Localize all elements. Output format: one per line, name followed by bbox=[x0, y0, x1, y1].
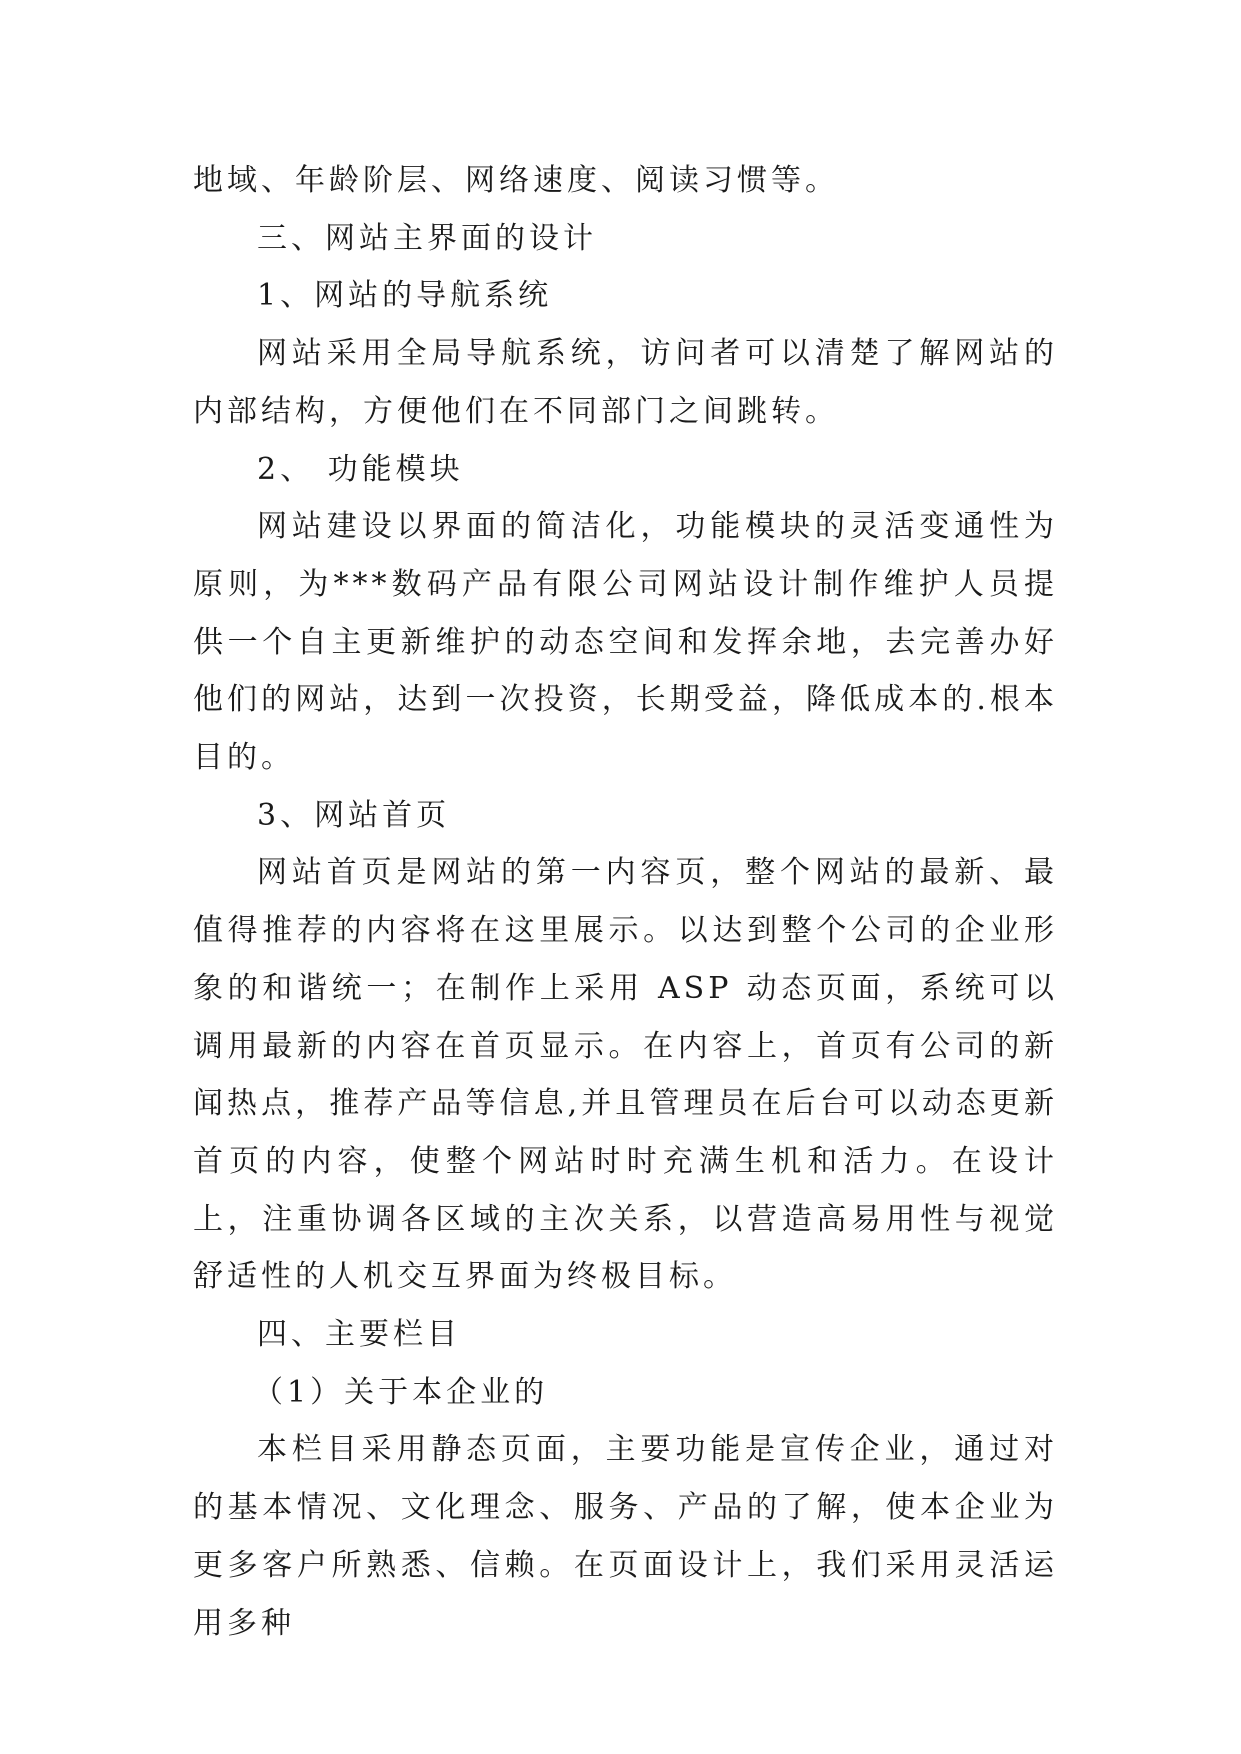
document-body bbox=[193, 152, 1058, 1652]
paragraph-continuation: 地域、年龄阶层、网络速度、阅读习惯等。 bbox=[193, 163, 839, 198]
subsection-heading-modules: 2、 功能模块 bbox=[257, 451, 464, 487]
paragraph-homepage: 网站首页是网站的第一内容页，整个网站的最新、最值得推荐的内容将在这里展示。以达到整个公司的企业形象的和谐统一；在制作上采用 ASP 动态页面，系统可以调用最新的内容在首页显示。在内容上，首页有公司的新闻热点，推荐产品等信息,并且管理员在后台可以动态更新首页的内容，使整个网站时时充满生机和活力。在设计上，注重协调各区域的主次关系，以营造高易用性与视觉舒适性的人机交互界面为终极目标。 bbox=[193, 855, 1058, 1295]
paragraph-modules: 网站建设以界面的简洁化，功能模块的灵活变通性为原则，为***数码产品有限公司网站设计制作维护人员提供一个自主更新维护的动态空间和发挥余地，去完善办好他们的网站，达到一次投资，长期受益，降低成本的.根本目的。 bbox=[193, 509, 1058, 776]
subsection-heading-about: （1）关于本企业的 bbox=[253, 1374, 549, 1410]
section-heading-main-interface: 三、网站主界面的设计 bbox=[257, 220, 597, 256]
subsection-heading-navigation: 1、网站的导航系统 bbox=[257, 278, 553, 314]
paragraph-navigation: 网站采用全局导航系统，访问者可以清楚了解网站的内部结构，方便他们在不同部门之间跳转。 bbox=[193, 336, 1058, 429]
section-heading-main-columns: 四、主要栏目 bbox=[257, 1317, 461, 1353]
paragraph-about: 本栏目采用静态页面，主要功能是宣传企业，通过对的基本情况、文化理念、服务、产品的了解，使本企业为更多客户所熟悉、信赖。在页面设计上，我们采用灵活运用多种 bbox=[193, 1432, 1058, 1641]
subsection-heading-homepage: 3、网站首页 bbox=[257, 797, 451, 833]
